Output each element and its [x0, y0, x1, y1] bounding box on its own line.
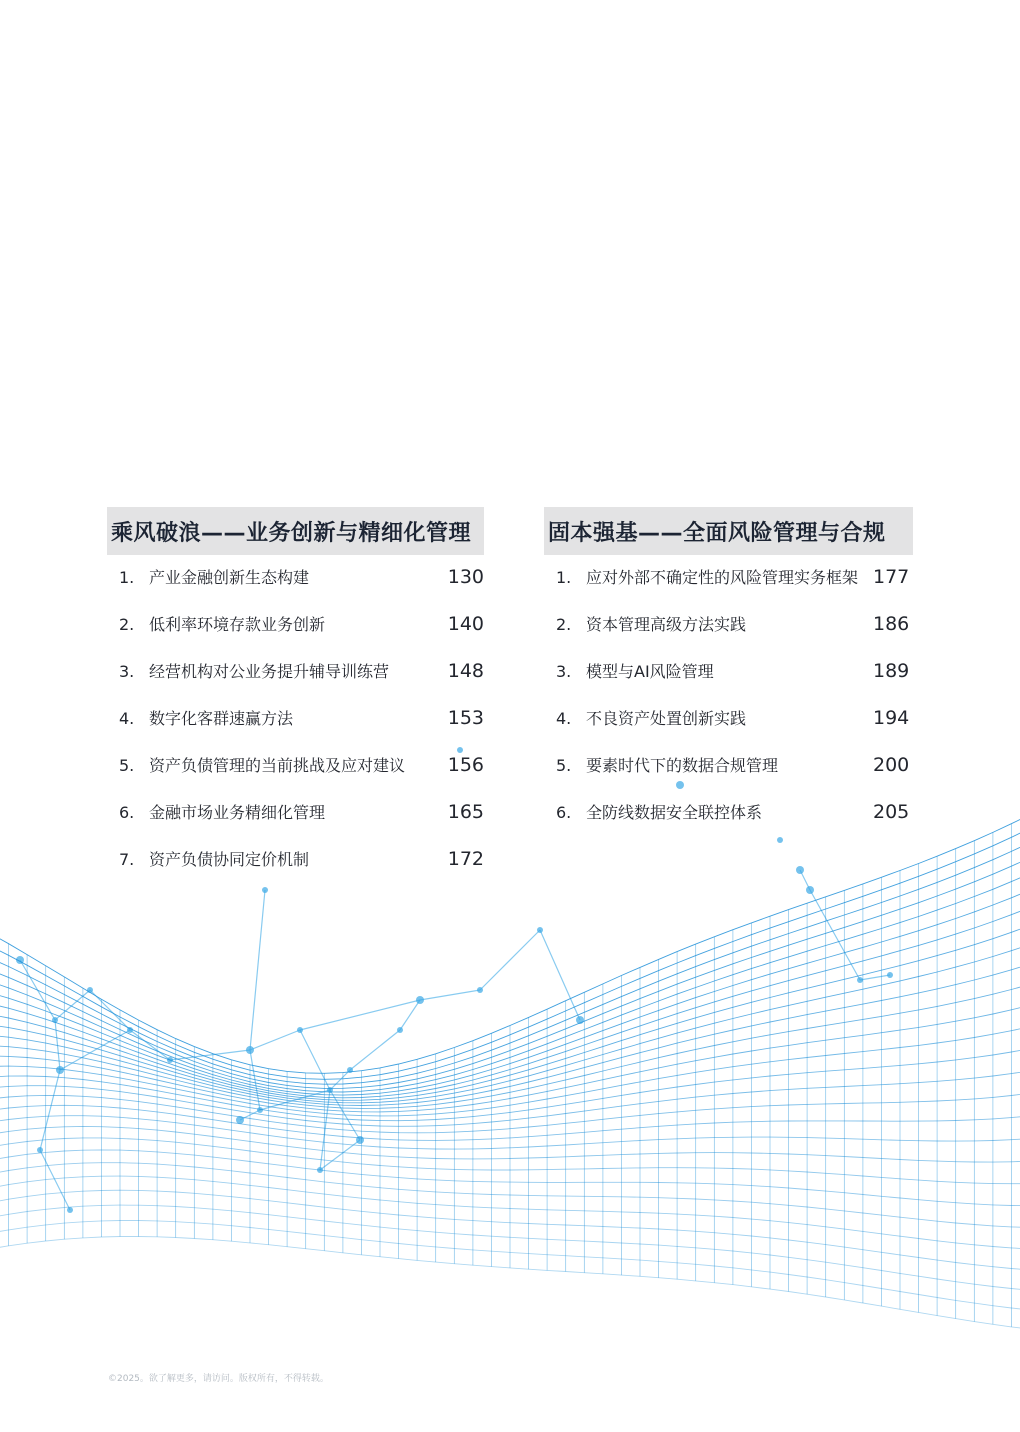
- toc-item-title: 不良资产处置创新实践: [586, 709, 747, 728]
- toc-item-title: 模型与AI风险管理: [586, 662, 714, 681]
- right-section-title: 固本强基——全面风险管理与合规: [548, 520, 886, 546]
- toc-item-number: 3.: [119, 662, 135, 681]
- toc-item-page: 148: [447, 660, 484, 682]
- network-node: [477, 987, 483, 993]
- toc-item-title: 资本管理高级方法实践: [586, 615, 747, 634]
- toc-item-page: 165: [447, 801, 484, 823]
- network-node: [416, 996, 424, 1004]
- network-link: [320, 1140, 360, 1170]
- toc-item-title: 金融市场业务精细化管理: [149, 803, 326, 822]
- toc-item-number: 6.: [119, 803, 135, 822]
- network-node: [796, 866, 804, 874]
- network-link: [40, 1070, 60, 1150]
- toc-item-number: 4.: [556, 709, 572, 728]
- toc-item-title: 要素时代下的数据合规管理: [586, 756, 779, 775]
- toc-item[interactable]: [107, 847, 484, 872]
- toc-item-number: 4.: [119, 709, 135, 728]
- toc-item-page: 177: [873, 566, 910, 588]
- toc-item-page: 172: [447, 848, 484, 870]
- right-toc-list: [544, 565, 913, 825]
- toc-item-number: 6.: [556, 803, 572, 822]
- toc-item[interactable]: [107, 565, 484, 590]
- network-node: [297, 1027, 303, 1033]
- network-link: [860, 975, 890, 980]
- network-link: [300, 1000, 420, 1030]
- toc-item-number: 5.: [556, 756, 572, 775]
- network-node: [37, 1147, 43, 1153]
- toc-item-title: 资产负债管理的当前挑战及应对建议: [149, 756, 406, 775]
- toc-item-number: 5.: [119, 756, 135, 775]
- network-link: [810, 890, 860, 980]
- toc-item-page: 205: [873, 801, 910, 823]
- toc-item-page: 200: [873, 754, 910, 776]
- toc-item-page: 186: [873, 613, 910, 635]
- toc-item-number: 2.: [556, 615, 572, 634]
- toc-item[interactable]: [544, 753, 913, 778]
- toc-item-title: 资产负债协同定价机制: [149, 850, 310, 869]
- toc-item-page: 153: [447, 707, 484, 729]
- toc-item-number: 3.: [556, 662, 572, 681]
- network-link: [300, 1030, 330, 1090]
- network-node: [356, 1136, 364, 1144]
- toc-item-page: 130: [447, 566, 484, 588]
- toc-item[interactable]: [544, 800, 913, 825]
- right-section-header: [544, 507, 913, 555]
- toc-item-page: 189: [873, 660, 910, 682]
- toc-item-title: 应对外部不确定性的风险管理实务框架: [586, 568, 859, 587]
- toc-item[interactable]: [107, 612, 484, 637]
- toc-item[interactable]: [544, 659, 913, 684]
- toc-item-title: 产业金融创新生态构建: [149, 568, 310, 587]
- footer-copyright: ©2025。欲了解更多，请访问。版权所有，不得转载。: [108, 1374, 329, 1384]
- network-node: [56, 1066, 64, 1074]
- toc-item-title: 经营机构对公业务提升辅导训练营: [149, 662, 390, 681]
- toc-item-number: 2.: [119, 615, 135, 634]
- toc-item-page: 140: [447, 613, 484, 635]
- left-section-header: [107, 507, 484, 555]
- toc-item[interactable]: [544, 612, 913, 637]
- network-node: [887, 972, 893, 978]
- toc-item-number: 7.: [119, 850, 135, 869]
- network-node: [67, 1207, 73, 1213]
- network-link: [480, 930, 540, 990]
- network-link: [250, 890, 265, 1050]
- toc-item[interactable]: [107, 706, 484, 731]
- toc-item-number: 1.: [119, 568, 135, 587]
- toc-item[interactable]: [544, 706, 913, 731]
- left-toc-list: [107, 565, 484, 872]
- network-link: [350, 1030, 400, 1070]
- toc-item[interactable]: [107, 659, 484, 684]
- toc-item-page: 156: [447, 754, 484, 776]
- toc-item-number: 1.: [556, 568, 572, 587]
- right-toc-column: [544, 507, 913, 847]
- left-section-title: 乘风破浪——业务创新与精细化管理: [111, 520, 472, 546]
- toc-item-title: 数字化客群速赢方法: [149, 709, 294, 728]
- toc-item[interactable]: [544, 565, 913, 590]
- network-node: [397, 1027, 403, 1033]
- network-node: [857, 977, 863, 983]
- toc-item-title: 全防线数据安全联控体系: [586, 803, 763, 822]
- network-node: [246, 1046, 254, 1054]
- left-toc-column: [107, 507, 484, 894]
- network-link: [420, 990, 480, 1000]
- network-node: [537, 927, 543, 933]
- network-node: [806, 886, 814, 894]
- toc-item[interactable]: [107, 753, 484, 778]
- toc-item[interactable]: [107, 800, 484, 825]
- network-link: [250, 1030, 300, 1050]
- toc-item-title: 低利率环境存款业务创新: [149, 615, 326, 634]
- toc-item-page: 194: [873, 707, 910, 729]
- network-link: [540, 930, 580, 1020]
